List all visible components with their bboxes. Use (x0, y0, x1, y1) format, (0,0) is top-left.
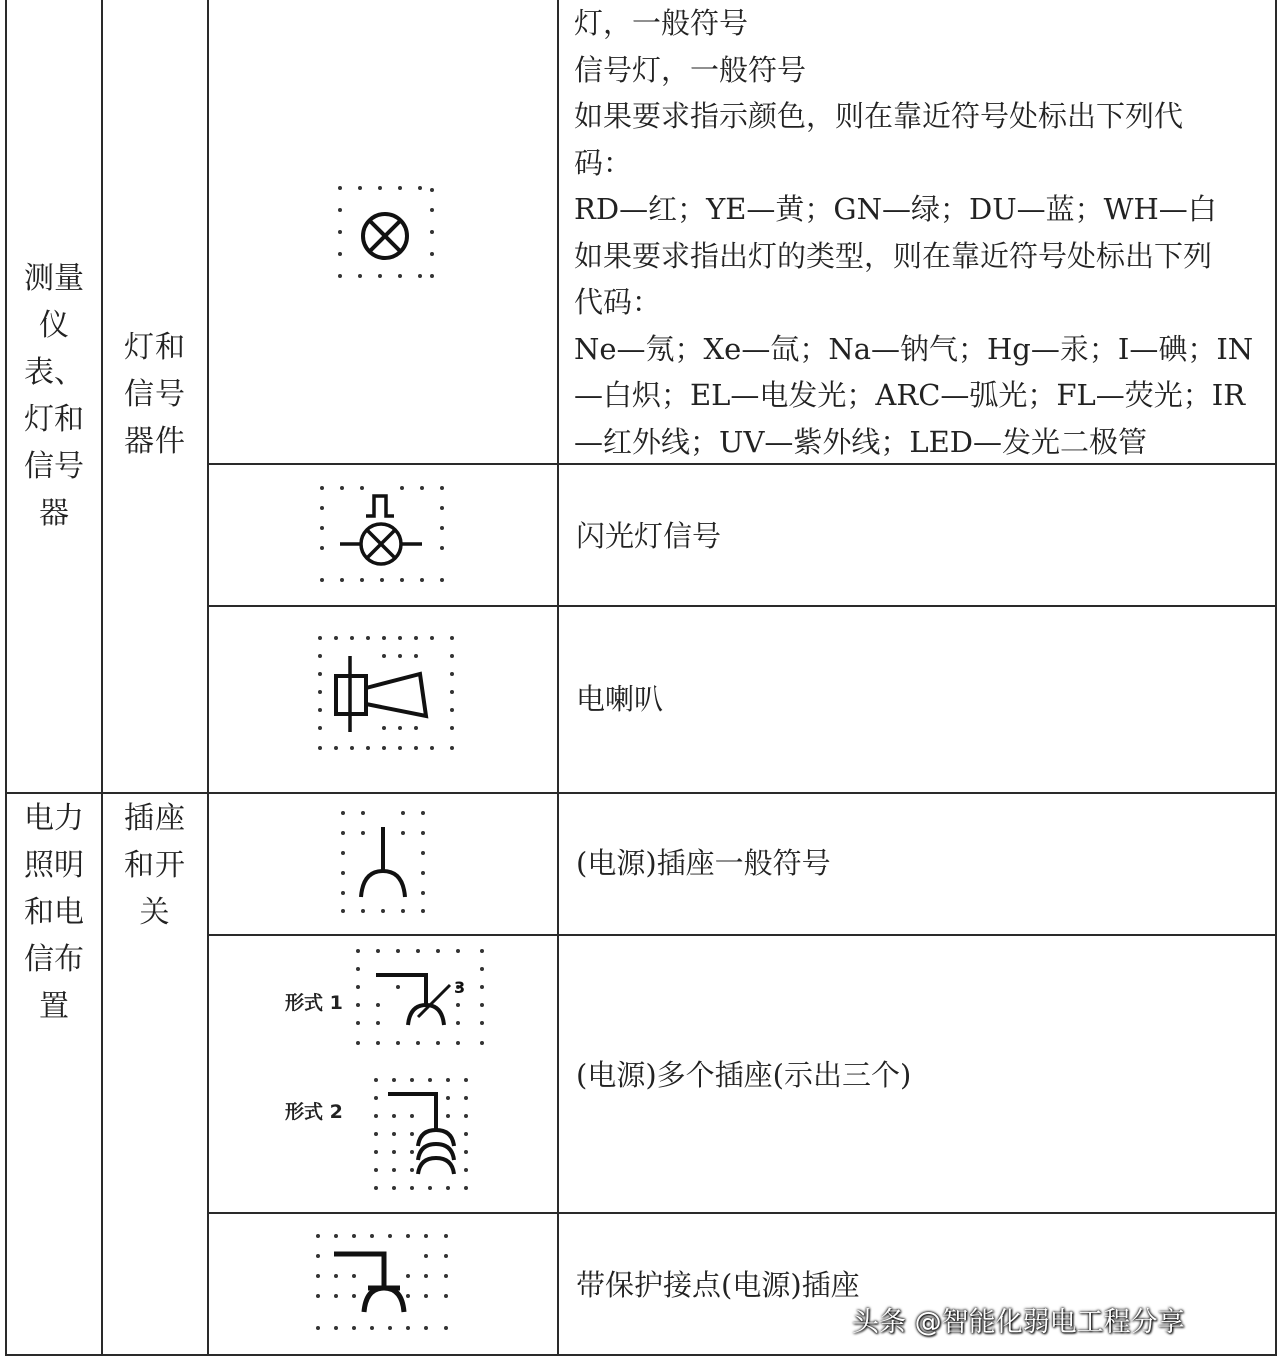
flashing-lamp-icon (314, 480, 449, 590)
description-line: 信号灯，一般符号 (574, 52, 807, 87)
subcategory-line: 器件 (124, 424, 186, 459)
category-line: 灯和 (24, 402, 84, 437)
form-1-label: 形式 1 (285, 992, 343, 1014)
table-line-2 (208, 605, 1277, 607)
subcategory-line: 插座 (124, 801, 186, 836)
description-line: —红外线；UV—紫外线；LED—发光二极管 (574, 424, 1148, 459)
protective-socket-icon (310, 1228, 455, 1338)
table-divider-col2 (207, 0, 209, 1356)
description-line: Ne—氖；Xe—氙；Na—钠气；Hg—汞；I—碘；IN (574, 331, 1254, 366)
subcategory-cell-sockets (103, 795, 207, 936)
category-line: 信布 (24, 942, 84, 977)
description-line: —白炽；EL—电发光；ARC—弧光；FL—荧光；IR (574, 378, 1246, 412)
lamp-icon (330, 180, 440, 285)
socket-icon (335, 805, 435, 920)
lamp-description (574, 0, 1270, 465)
description-line: 代码： (574, 285, 662, 319)
category-line: 和电 (24, 895, 84, 930)
category-line: 器 (39, 496, 69, 531)
category-line: 表、 (24, 355, 84, 390)
subcategory-line: 灯和 (124, 330, 186, 365)
subcategory-cell-lamps (103, 324, 207, 465)
table-border-right (1275, 0, 1277, 1356)
description-line: 如果要求指出灯的类型，则在靠近符号处标出下列 (574, 238, 1213, 273)
socket-count-label: 3 (454, 978, 466, 997)
category-line: 照明 (24, 848, 84, 883)
description-line: 灯，一般符号 (574, 6, 749, 40)
horn-description: 电喇叭 (576, 682, 664, 716)
category-line: 电力 (24, 801, 84, 836)
table-divider-col1 (101, 0, 103, 1356)
category-cell-measuring (7, 255, 101, 537)
description-line: 如果要求指示颜色，则在靠近符号处标出下列代 (574, 99, 1184, 133)
category-cell-power-lighting (7, 795, 101, 1030)
category-line: 信号 (24, 449, 84, 484)
flashing-lamp-description: 闪光灯信号 (576, 519, 722, 553)
table-line-section (5, 792, 1277, 794)
subcategory-line: 和开 (124, 848, 186, 883)
protective-socket-description: 带保护接点(电源)插座 (576, 1268, 860, 1302)
multiple-socket-description: (电源)多个插座(示出三个) (576, 1058, 912, 1092)
table-divider-col3 (557, 0, 559, 1356)
category-line: 仪 (39, 308, 69, 343)
description-line: RD—红；YE—黄；GN—绿；DU—蓝；WH—白 (574, 192, 1217, 226)
category-line: 测量 (24, 261, 84, 296)
socket-description: (电源)插座一般符号 (576, 846, 831, 880)
table-line-4 (208, 1212, 1277, 1214)
description-line: 码： (574, 145, 633, 180)
electric-horn-icon (312, 630, 462, 760)
table-line-3 (208, 934, 1277, 936)
subcategory-line: 关 (139, 895, 171, 930)
subcategory-line: 信号 (124, 377, 186, 412)
multiple-socket-icon (350, 945, 490, 1050)
multiple-socket-form2-icon (368, 1072, 473, 1197)
table-border-bottom (5, 1354, 1277, 1356)
category-line: 置 (39, 989, 69, 1024)
form-2-label: 形式 2 (285, 1101, 343, 1123)
table-border-left (5, 0, 7, 1356)
watermark: 头条 @智能化弱电工程分享 (852, 1307, 1185, 1338)
